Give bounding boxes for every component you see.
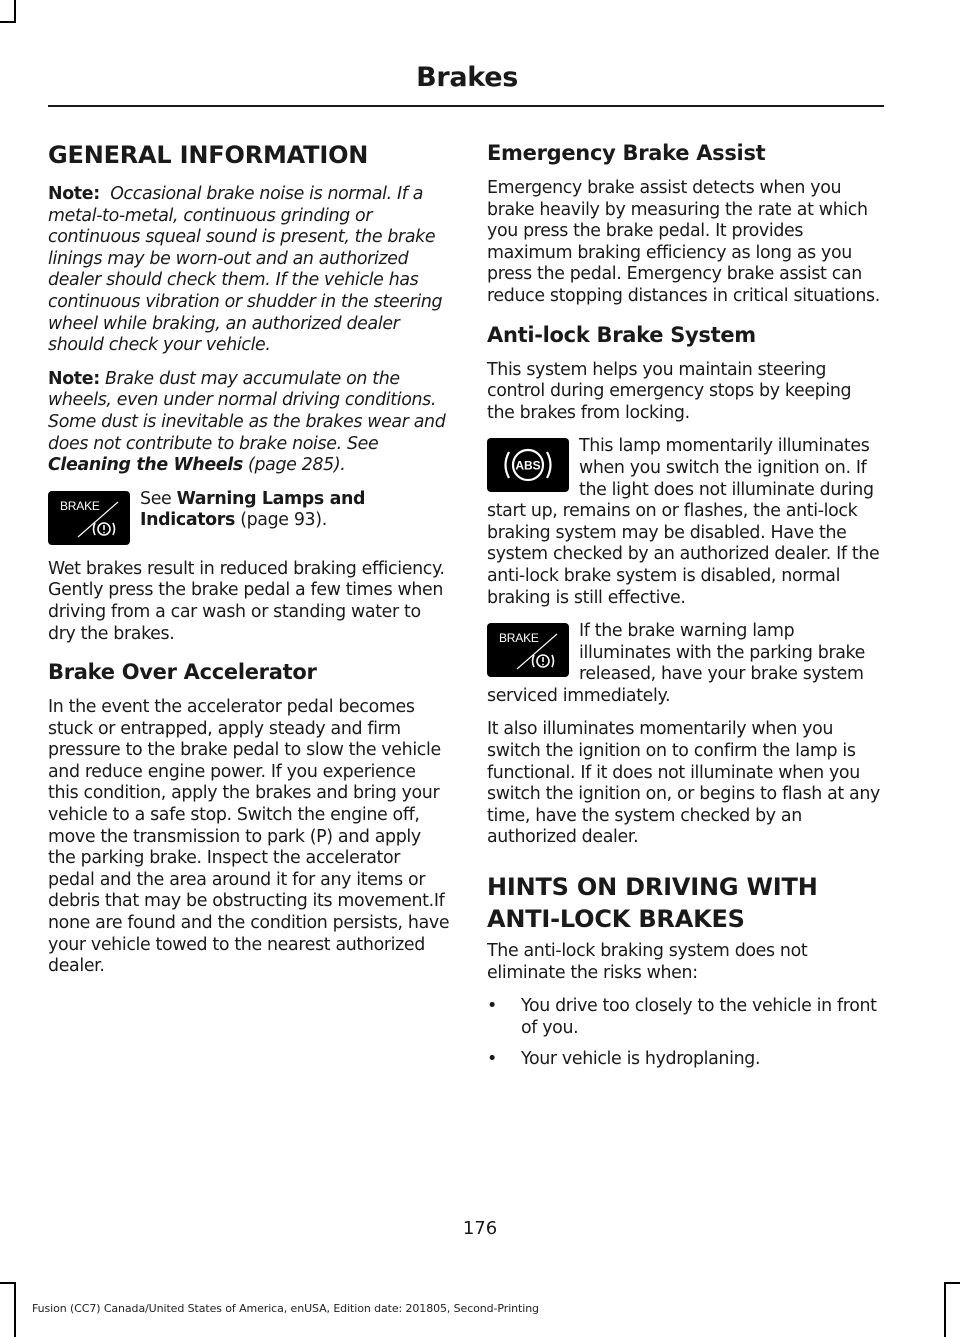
paragraph-wet-brakes: Wet brakes result in reduced braking efficiency. Gently press the brake pedal a few times when driving from a car wash or standing water to dry the brakes.: [48, 558, 445, 644]
see-text: See: [140, 488, 172, 509]
heading-line: HINTS ON DRIVING WITH: [487, 873, 818, 902]
risk-list: [487, 996, 883, 1071]
list-item: • Your vehicle is hydroplaning.: [487, 1049, 883, 1071]
section-heading-general-information: GENERAL INFORMATION: [48, 141, 369, 169]
left-column: [48, 140, 450, 990]
note-text: Brake dust may accumulate on the wheels, even under normal driving conditions. Some dust is inevitable as the brakes wear and does not contribute to brake noise. See: [48, 368, 446, 454]
link-cleaning-the-wheels[interactable]: Cleaning the Wheels: [48, 455, 243, 476]
note-brake-noise: [48, 184, 450, 357]
crop-mark: [944, 1282, 960, 1284]
brake-icon-label: BRAKE: [499, 631, 539, 646]
right-column: [487, 140, 883, 1081]
warning-lamps-reference: [48, 489, 450, 547]
paragraph-brake-lamp: If the brake warning lamp illuminates with the parking brake released, have your brake system serviced immediately.: [487, 621, 865, 706]
paragraph-abs-lamp: This lamp momentarily illuminates when you switch the ignition on. If the light does not illuminate during start up, remains on or flashes, the anti-lock braking system may be disabled. Have the system checked by an authorized dealer. If the anti-lock brake system is disabled, normal braking is still effective.: [487, 436, 880, 608]
sub-heading-brake-over-accelerator: Brake Over Accelerator: [48, 660, 317, 685]
brake-warning-icon: [487, 623, 569, 677]
list-item: • You drive too closely to the vehicle in front of you.: [487, 996, 883, 1039]
crop-mark: [0, 21, 16, 23]
crop-mark: [944, 1282, 946, 1337]
sub-heading-anti-lock-brake-system: Anti-lock Brake System: [487, 322, 756, 347]
abs-lamp-block: [487, 436, 883, 609]
page-reference: (page 285).: [248, 455, 346, 476]
abs-warning-icon: [487, 438, 569, 492]
heading-line: ANTI-LOCK BRAKES: [487, 905, 745, 934]
brake-circle-icon: [487, 623, 569, 677]
brake-icon-label: BRAKE: [60, 498, 100, 513]
page-title: Brakes: [416, 62, 518, 93]
crop-mark: [14, 0, 16, 22]
page-reference: (page 93).: [240, 510, 327, 531]
paragraph-brake-over-accelerator: In the event the accelerator pedal becomes stuck or entrapped, apply steady and firm pressure to the brake pedal to slow the vehicle and reduce engine power. If you experience this condition, apply the brakes and bring your vehicle to a safe stop. Switch the engine off, move the transmission to park (P) and apply the parking brake. Inspect the accelerator pedal and the area around it for any items or debris that may be obstructing its movement.If none are found and the condition persists, have your vehicle towed to the nearest authorized dealer.: [48, 697, 450, 977]
brake-circle-icon: [48, 491, 130, 545]
abs-circle-icon: [487, 438, 569, 492]
sub-heading-emergency-brake-assist: Emergency Brake Assist: [487, 141, 766, 165]
paragraph-anti-lock-brake-system: This system helps you maintain steering control during emergency stops by keeping the brakes from locking.: [487, 359, 852, 423]
link-warning-lamps-and-indicators[interactable]: Warning Lamps and Indicators: [140, 488, 366, 531]
brake-lamp-block: [487, 621, 883, 707]
note-text: Occasional brake noise is normal. If a metal-to-metal, continuous grinding or continuous squeal sound is present, the brake linings may be worn-out and an authorized dealer should check them. If the vehicle has continuous vibration or shudder in the steering wheel while braking, an authorized dealer should check your vehicle.: [48, 184, 443, 356]
footer-edition: Fusion (CC7) Canada/United States of America, enUSA, Edition date: 201805, Second-Printing: [32, 1302, 539, 1315]
note-label: Note:: [48, 184, 100, 204]
crop-mark: [14, 1282, 16, 1337]
paragraph-emergency-brake-assist: Emergency brake assist detects when you brake heavily by measuring the rate at which you press the brake pedal. It provides maximum braking efficiency as long as you press the pedal. Emergency brake assist can reduce stopping distances in critical situations.: [487, 178, 880, 306]
note-brake-dust: [48, 369, 450, 477]
note-label: Note:: [48, 368, 100, 389]
paragraph-lamp-check: It also illuminates momentarily when you switch the ignition on to confirm the lamp is functional. If it does not illuminate when you switch the ignition on, or begins to flash at any time, have the system checked by an authorized dealer.: [487, 719, 880, 848]
abs-icon-label: ABS: [515, 458, 541, 473]
paragraph-hints: The anti-lock braking system does not eliminate the risks when:: [487, 941, 808, 983]
page-number: 176: [462, 1218, 498, 1239]
header-divider: [48, 105, 884, 107]
section-heading-hints: [487, 871, 883, 935]
brake-warning-icon: [48, 491, 130, 545]
crop-mark: [0, 1282, 16, 1284]
